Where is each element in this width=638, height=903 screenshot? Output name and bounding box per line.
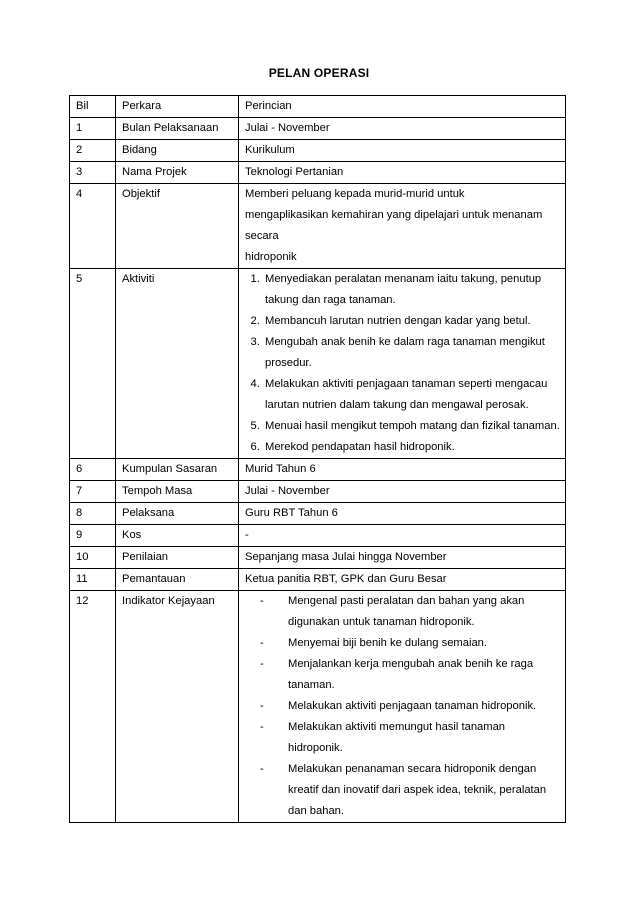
objektif-line: secara (245, 230, 279, 242)
table-row (70, 481, 566, 503)
list-item-text: Melakukan aktiviti memungut hasil tanaman hidroponik. (288, 721, 506, 754)
objektif-text (239, 184, 566, 269)
table-row-objektif (70, 184, 566, 269)
table-row (70, 525, 566, 547)
list-item: 3. Mengubah anak benih ke dalam raga tanaman mengikut prosedur. (263, 332, 561, 374)
row-bil: 10 (70, 547, 116, 569)
header-perincian: Perincian (239, 96, 566, 118)
list-item-text: Menjalankan kerja mengubah anak benih ke raga tanaman. (288, 658, 534, 691)
list-item: 1. Menyediakan peralatan menanam iaitu takung, penutup takung dan raga tanaman. (263, 269, 561, 311)
row-perkara: Objektif (116, 184, 239, 269)
objektif-line: Memberi peluang kepada murid-murid untuk (245, 188, 465, 200)
table-header-row (70, 96, 566, 118)
table-row-aktiviti (70, 269, 566, 459)
list-item (260, 654, 561, 696)
table-row (70, 459, 566, 481)
indikator-list (245, 591, 561, 822)
header-perkara: Perkara (116, 96, 239, 118)
table-row (70, 118, 566, 140)
list-item (260, 759, 561, 822)
dash-bullet: - (260, 700, 264, 712)
list-item-text: Mengenal pasti peralatan dan bahan yang akan digunakan untuk tanaman hidroponik. (288, 595, 525, 628)
row-perkara: Bidang (116, 140, 239, 162)
row-bil: 5 (70, 269, 116, 459)
table-row (70, 140, 566, 162)
row-perincian: Guru RBT Tahun 6 (239, 503, 566, 525)
table-row (70, 547, 566, 569)
list-item: 2. Membancuh larutan nutrien dengan kadar yang betul. (263, 311, 561, 332)
row-bil: 3 (70, 162, 116, 184)
row-bil: 8 (70, 503, 116, 525)
row-perkara: Kumpulan Sasaran (116, 459, 239, 481)
table-row (70, 503, 566, 525)
dash-bullet: - (260, 721, 264, 733)
row-perincian: Sepanjang masa Julai hingga November (239, 547, 566, 569)
row-bil: 2 (70, 140, 116, 162)
dash-bullet: - (260, 658, 264, 670)
list-item: 4. Melakukan aktiviti penjagaan tanaman seperti mengacau larutan nutrien dalam takung dan mengawal perosak. (263, 374, 561, 416)
row-bil: 4 (70, 184, 116, 269)
row-perkara: Indikator Kejayaan (116, 591, 239, 823)
list-item (260, 591, 561, 633)
row-perkara: Aktiviti (116, 269, 239, 459)
list-item (260, 696, 561, 717)
row-perincian: Julai - November (239, 118, 566, 140)
objektif-line: mengaplikasikan kemahiran yang dipelajari untuk menanam (245, 209, 543, 221)
list-item (260, 633, 561, 654)
list-item: 6. Merekod pendapatan hasil hidroponik. (263, 437, 561, 458)
row-bil: 12 (70, 591, 116, 823)
dash-bullet: - (260, 637, 264, 649)
row-perincian: Murid Tahun 6 (239, 459, 566, 481)
row-perkara: Pemantauan (116, 569, 239, 591)
row-perincian: Julai - November (239, 481, 566, 503)
row-perkara: Kos (116, 525, 239, 547)
row-perincian: Ketua panitia RBT, GPK dan Guru Besar (239, 569, 566, 591)
table-row (70, 162, 566, 184)
row-bil: 6 (70, 459, 116, 481)
page-title: PELAN OPERASI (268, 66, 370, 80)
list-item-text: Melakukan aktiviti penjagaan tanaman hidroponik. (288, 700, 537, 712)
list-item-text: Melakukan penanaman secara hidroponik dengan kreatif dan inovatif dari aspek idea, teknik, peralatan dan bahan. (288, 763, 547, 817)
row-perkara: Tempoh Masa (116, 481, 239, 503)
row-bil: 11 (70, 569, 116, 591)
dash-bullet: - (260, 763, 264, 775)
row-bil: 9 (70, 525, 116, 547)
row-perkara: Nama Projek (116, 162, 239, 184)
table-row (70, 569, 566, 591)
row-perincian: - (239, 525, 566, 547)
row-bil: 1 (70, 118, 116, 140)
table-row-indikator (70, 591, 566, 823)
row-perincian: Teknologi Pertanian (239, 162, 566, 184)
list-item (260, 717, 561, 759)
operation-plan-table (69, 95, 566, 823)
list-item-text: Menyemai biji benih ke dulang semaian. (288, 637, 488, 649)
row-perkara: Pelaksana (116, 503, 239, 525)
row-perkara: Bulan Pelaksanaan (116, 118, 239, 140)
row-perincian: Kurikulum (239, 140, 566, 162)
dash-bullet: - (260, 595, 264, 607)
row-perkara: Penilaian (116, 547, 239, 569)
list-item: 5. Menuai hasil mengikut tempoh matang dan fizikal tanaman. (263, 416, 561, 437)
aktiviti-list-cell (239, 269, 566, 459)
aktiviti-list (245, 269, 561, 458)
indikator-list-cell (239, 591, 566, 823)
row-bil: 7 (70, 481, 116, 503)
objektif-line: hidroponik (245, 251, 297, 263)
header-bil: Bil (70, 96, 116, 118)
